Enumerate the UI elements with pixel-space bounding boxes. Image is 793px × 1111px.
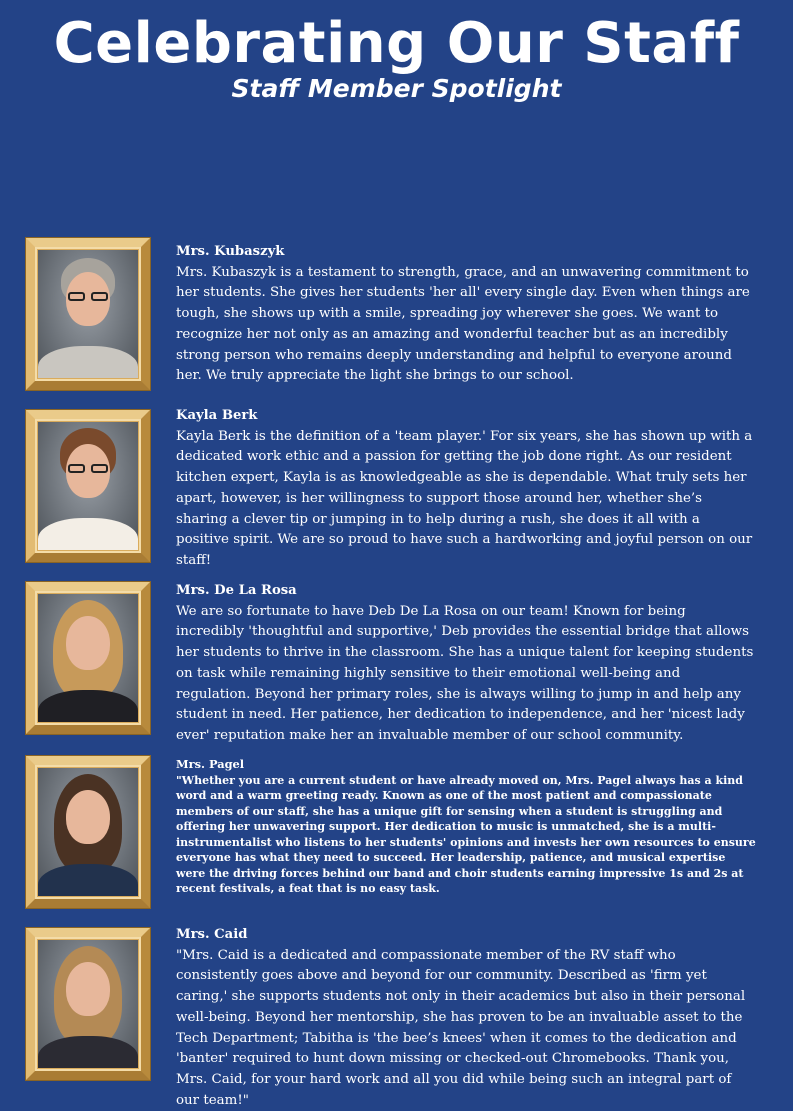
portrait-frame xyxy=(26,238,150,390)
page-title: Celebrating Our Staff xyxy=(53,11,740,76)
staff-photo xyxy=(38,768,138,896)
staff-name: Mrs. Pagel xyxy=(176,757,245,771)
staff-text-block xyxy=(176,242,757,387)
staff-description: "Mrs. Caid is a dedicated and compassionate member of the RV staff who consistently goes above and beyond for our community. Described as 'firm yet caring,' she supports students not only in their academics but also in their personal well-being. Beyond her mentorship, she has proven to be an invaluable asset to the Tech Department; Tabitha is 'the bee’s knees' when it comes to the dedication and 'banter' required to hunt down missing or checked-out Chromebooks. Thank you, Mrs. Caid, for your hard work and all you did while being such an integral part of our team!" xyxy=(176,947,746,1108)
page-subtitle: Staff Member Spotlight xyxy=(231,74,562,103)
portrait-frame xyxy=(26,928,150,1080)
page-header xyxy=(0,0,793,104)
staff-name: Mrs. De La Rosa xyxy=(176,583,297,598)
staff-text-block xyxy=(176,581,757,747)
staff-description: "Whether you are a current student or have already moved on, Mrs. Pagel always has a kind word and a warm greeting ready. Known as one of the most patient and compassionate members of our staff, she has a unique gift for sensing when a student is struggling and offering her unwavering support. Her dedication to music is unmatched, she is a multi-instrumentalist who listens to her students' opinions and invests her own resources to ensure everyone has what they need to succeed. Her leadership, patience, and musical expertise were the driving forces behind our band and choir students earning impressive 1s and 2s at recent festivals, a feat that is no easy task. xyxy=(176,773,756,895)
staff-name: Mrs. Kubaszyk xyxy=(176,244,285,259)
portrait-frame xyxy=(26,582,150,734)
staff-photo xyxy=(38,940,138,1068)
staff-text-block xyxy=(176,757,757,897)
staff-text-block xyxy=(176,406,757,572)
portrait-frame xyxy=(26,756,150,908)
staff-text-block xyxy=(176,925,757,1111)
staff-photo xyxy=(38,594,138,722)
staff-name: Kayla Berk xyxy=(176,408,258,423)
staff-description: Kayla Berk is the definition of a 'team player.' For six years, she has shown up with a dedicated work ethic and a passion for getting the job done right. As our resident kitchen expert, Kayla is as knowledgeable as she is dependable. What truly sets her apart, however, is her willingness to support those around her, whether she’s sharing a clever tip or jumping in to help during a rush, she does it all with a positive spirit. We are so proud to have such a hardworking and joyful person on our staff! xyxy=(176,428,753,568)
staff-description: Mrs. Kubaszyk is a testament to strength, grace, and an unwavering commitment to her students. She gives her students 'her all' every single day. Even when things are tough, she shows up with a smile, spreading joy wherever she goes. We want to recognize her not only as an amazing and wonderful teacher but as an incredibly strong person who remains deeply understanding and helpful to everyone around her. We truly appreciate the light she brings to our school. xyxy=(176,264,750,384)
staff-description: We are so fortunate to have Deb De La Rosa on our team! Known for being incredibly 'thoughtful and supportive,' Deb provides the essential bridge that allows her students to thrive in the classroom. She has a unique talent for keeping students on task while remaining highly sensitive to their emotional well-being and regulation. Beyond her primary roles, she is always willing to jump in and help any student in need. Her patience, her dedication to independence, and her 'nicest lady ever' reputation make her an invaluable member of our school community. xyxy=(176,603,754,743)
staff-name: Mrs. Caid xyxy=(176,927,248,942)
staff-photo xyxy=(38,422,138,550)
staff-photo xyxy=(38,250,138,378)
portrait-frame xyxy=(26,410,150,562)
